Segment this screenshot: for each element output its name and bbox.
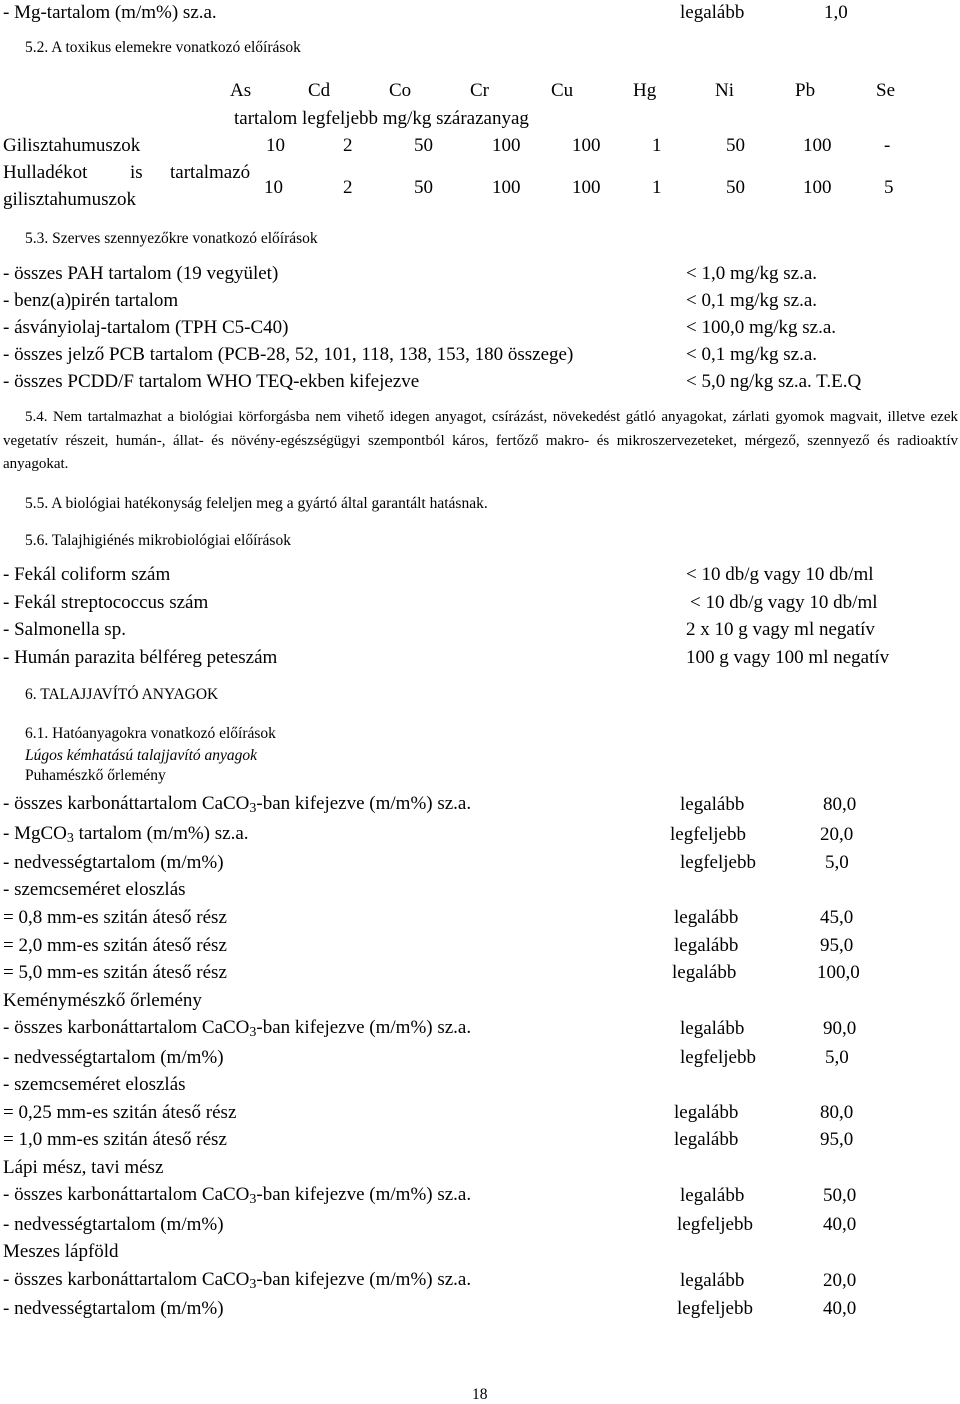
value: 40,0	[823, 1214, 857, 1235]
group-title: Lápi mész, tavi mész	[3, 1157, 164, 1178]
hygiene-row-limit: 2 x 10 g vagy ml negatív	[686, 619, 875, 640]
sieve-label: = 5,0 mm-es szitán áteső rész	[3, 962, 227, 983]
sieve-label: = 0,25 mm-es szitán áteső rész	[3, 1102, 237, 1123]
value: 95,0	[820, 1129, 854, 1150]
organic-row-limit: < 0,1 mg/kg sz.a.	[686, 344, 818, 365]
cell: 50	[414, 177, 433, 198]
organic-row-label: - ásványiolaj-tartalom (TPH C5-C40)	[3, 317, 289, 338]
hygiene-row-label: - Salmonella sp.	[3, 619, 126, 640]
row-label-part: gilisztahumuszok	[3, 189, 136, 210]
qualifier: legalább	[674, 1102, 739, 1123]
moisture-label: - nedvességtartalom (m/m%)	[3, 1214, 224, 1235]
moisture-label: - nedvességtartalom (m/m%)	[3, 1047, 224, 1068]
cell: 10	[266, 135, 285, 156]
value: 50,0	[823, 1185, 857, 1206]
element-header: Cu	[551, 80, 574, 101]
section-5-2-heading: 5.2. A toxikus elemekre vonatkozó előírások	[25, 39, 301, 56]
value: 40,0	[823, 1298, 857, 1319]
value: 90,0	[823, 1018, 857, 1039]
row-label-part: tartalmazó	[170, 162, 251, 183]
value: 20,0	[820, 824, 854, 845]
value: 80,0	[823, 794, 857, 815]
qualifier: legalább	[680, 1185, 745, 1206]
section-6-heading: 6. TALAJJAVÍTÓ ANYAGOK	[25, 686, 219, 703]
section-6-1-heading: 6.1. Hatóanyagokra vonatkozó előírások	[25, 725, 276, 742]
row-label: Gilisztahumuszok	[3, 135, 141, 156]
moisture-label: - nedvességtartalom (m/m%)	[3, 1298, 224, 1319]
row-label-part: Hulladékot	[3, 162, 88, 183]
element-header: Ni	[715, 80, 734, 101]
qualifier: legalább	[680, 794, 745, 815]
grain-label: - szemcseméret eloszlás	[3, 879, 186, 900]
element-header: Co	[389, 80, 412, 101]
sieve-label: = 2,0 mm-es szitán áteső rész	[3, 935, 227, 956]
cell: 10	[264, 177, 283, 198]
grain-label: - szemcseméret eloszlás	[3, 1074, 186, 1095]
qualifier: legalább	[680, 1270, 745, 1291]
qualifier: legfeljebb	[680, 852, 756, 873]
cell: 100	[803, 135, 832, 156]
page-number: 18	[472, 1386, 488, 1403]
section-5-5-paragraph: 5.5. A biológiai hatékonyság feleljen meg a gyártó által garantált hatásnak.	[25, 495, 488, 512]
table-subheader: tartalom legfeljebb mg/kg szárazanyag	[234, 108, 529, 129]
organic-row-label: - összes PCDD/F tartalom WHO TEQ-ekben kifejezve	[3, 371, 420, 392]
organic-row-limit: < 1,0 mg/kg sz.a.	[686, 263, 818, 284]
row-label-part: is	[130, 162, 143, 183]
cell: 5	[884, 177, 894, 198]
value: 5,0	[825, 852, 849, 873]
organic-row-limit: < 0,1 mg/kg sz.a.	[686, 290, 818, 311]
sieve-label: = 0,8 mm-es szitán áteső rész	[3, 907, 227, 928]
cell: 50	[726, 177, 745, 198]
qualifier: legalább	[674, 935, 739, 956]
group-title: Keménymészkő őrlemény	[3, 990, 202, 1011]
cell: 100	[492, 177, 521, 198]
hygiene-row-label: - Humán parazita bélféreg peteszám	[3, 647, 278, 668]
cell: -	[884, 135, 891, 156]
value: 5,0	[825, 1047, 849, 1068]
hygiene-row-label: - Fekál coliform szám	[3, 564, 171, 585]
hygiene-row-limit: < 10 db/g vagy 10 db/ml	[686, 564, 874, 585]
qualifier: legalább	[674, 1129, 739, 1150]
cell: 100	[492, 135, 521, 156]
organic-row-label: - összes jelző PCB tartalom (PCB-28, 52, 101, 118, 138, 153, 180 összege)	[3, 344, 574, 365]
group-title: Puhamészkő őrlemény	[25, 767, 166, 784]
group-title: Meszes lápföld	[3, 1241, 119, 1262]
hygiene-row-limit: < 10 db/g vagy 10 db/ml	[690, 592, 878, 613]
cell: 1	[652, 177, 662, 198]
moisture-label: - nedvességtartalom (m/m%)	[3, 852, 224, 873]
organic-row-limit: < 100,0 mg/kg sz.a.	[686, 317, 837, 338]
organic-row-label: - benz(a)pirén tartalom	[3, 290, 179, 311]
cell: 2	[343, 135, 353, 156]
organic-row-limit: < 5,0 ng/kg sz.a. T.E.Q	[686, 371, 862, 392]
qualifier: legalább	[680, 1018, 745, 1039]
mgco3-label: - MgCO3 tartalom (m/m%) sz.a.	[3, 823, 249, 846]
cell: 100	[572, 177, 601, 198]
value: 20,0	[823, 1270, 857, 1291]
element-header: As	[230, 80, 252, 101]
value: 45,0	[820, 907, 854, 928]
mg-content-label: - Mg-tartalom (m/m%) sz.a.	[3, 2, 217, 23]
cell: 100	[803, 177, 832, 198]
hygiene-row-label: - Fekál streptococcus szám	[3, 592, 209, 613]
hygiene-row-limit: 100 g vagy 100 ml negatív	[686, 647, 890, 668]
organic-row-label: - összes PAH tartalom (19 vegyület)	[3, 263, 279, 284]
section-5-6-heading: 5.6. Talajhigiénés mikrobiológiai előírások	[25, 532, 291, 549]
value: 80,0	[820, 1102, 854, 1123]
element-header: Cr	[470, 80, 489, 101]
qualifier: legfeljebb	[680, 1047, 756, 1068]
cell: 2	[343, 177, 353, 198]
qualifier: legfeljebb	[677, 1214, 753, 1235]
cell: 50	[414, 135, 433, 156]
element-header: Hg	[633, 80, 657, 101]
qualifier: legalább	[674, 907, 739, 928]
element-header: Pb	[795, 80, 816, 101]
cell: 1	[652, 135, 662, 156]
qualifier: legfeljebb	[677, 1298, 753, 1319]
category-title: Lúgos kémhatású talajjavító anyagok	[25, 747, 258, 764]
sieve-label: = 1,0 mm-es szitán áteső rész	[3, 1129, 227, 1150]
element-header: Cd	[308, 80, 331, 101]
qualifier: legfeljebb	[670, 824, 746, 845]
mg-content-qualifier: legalább	[680, 2, 745, 23]
carbonate-label: - összes karbonáttartalom CaCO3-ban kifejezve (m/m%) sz.a.	[3, 1184, 472, 1207]
carbonate-label: - összes karbonáttartalom CaCO3-ban kifejezve (m/m%) sz.a.	[3, 793, 472, 816]
cell: 100	[572, 135, 601, 156]
value: 100,0	[817, 962, 860, 983]
carbonate-label: - összes karbonáttartalom CaCO3-ban kifejezve (m/m%) sz.a.	[3, 1269, 472, 1292]
section-5-3-heading: 5.3. Szerves szennyezőkre vonatkozó előírások	[25, 230, 318, 247]
mg-content-value: 1,0	[824, 2, 848, 23]
cell: 50	[726, 135, 745, 156]
carbonate-label: - összes karbonáttartalom CaCO3-ban kifejezve (m/m%) sz.a.	[3, 1017, 472, 1040]
qualifier: legalább	[672, 962, 737, 983]
value: 95,0	[820, 935, 854, 956]
section-5-4-paragraph: 5.4. Nem tartalmazhat a biológiai körforgásba nem vihető idegen anyagot, csírázást, növekedést gátló anyagokat, zárlati gyomok magvait, illetve ezek vegetatív részeit, humán-, állat- és növény-egészségügyi szempontból káros, fertőző makro- és mikroszervezeteket, mérgező, szennyező és radioaktív anyagokat.	[3, 409, 958, 472]
element-header: Se	[876, 80, 895, 101]
